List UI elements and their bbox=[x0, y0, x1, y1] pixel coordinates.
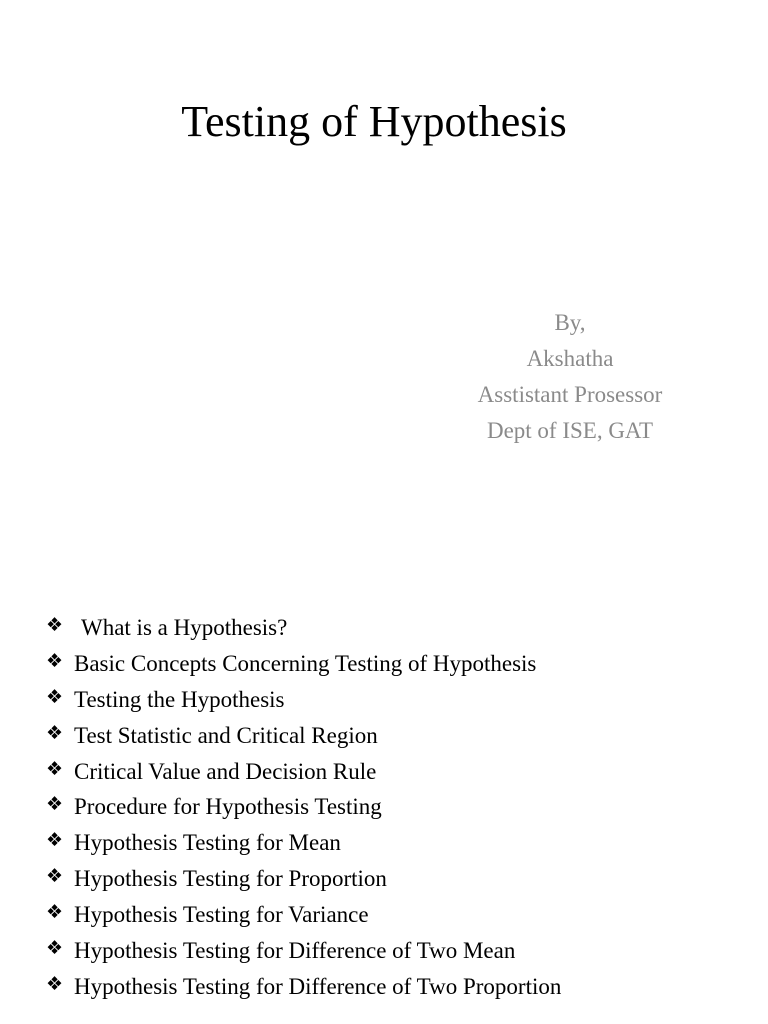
diamond-bullet-icon: ❖ bbox=[46, 721, 64, 744]
topic-text: Hypothesis Testing for Mean bbox=[74, 830, 341, 856]
slide-title: Testing of Hypothesis bbox=[181, 97, 567, 146]
author-designation: Asstistant Prosessor bbox=[477, 382, 663, 407]
list-item bbox=[46, 969, 746, 1005]
diamond-bullet-icon: ❖ bbox=[46, 614, 64, 636]
topic-text: Hypothesis Testing for Difference of Two Mean bbox=[74, 938, 516, 964]
diamond-bullet-icon: ❖ bbox=[46, 757, 64, 780]
topic-text: Hypothesis Testing for Difference of Two Proportion bbox=[74, 973, 562, 999]
diamond-bullet-icon: ❖ bbox=[46, 829, 64, 852]
diamond-bullet-icon: ❖ bbox=[46, 685, 64, 708]
diamond-bullet-icon: ❖ bbox=[46, 649, 64, 672]
topic-text: What is a Hypothesis? bbox=[81, 615, 288, 640]
topic-text: Hypothesis Testing for Variance bbox=[74, 902, 369, 928]
topic-text: Basic Concepts Concerning Testing of Hypothesis bbox=[74, 650, 537, 676]
diamond-bullet-icon: ❖ bbox=[46, 901, 64, 924]
list-item bbox=[46, 861, 746, 897]
topic-text: Procedure for Hypothesis Testing bbox=[74, 794, 382, 820]
list-item bbox=[46, 646, 746, 682]
diamond-bullet-icon: ❖ bbox=[46, 865, 64, 888]
list-item bbox=[46, 933, 746, 969]
list-item bbox=[46, 682, 746, 718]
list-item bbox=[46, 897, 746, 933]
topic-text: Critical Value and Decision Rule bbox=[74, 758, 377, 784]
topic-text: Test Statistic and Critical Region bbox=[74, 722, 378, 748]
author-department: Dept of ISE, GAT bbox=[486, 418, 654, 443]
list-item bbox=[46, 610, 746, 646]
list-item bbox=[46, 825, 746, 861]
author-block bbox=[440, 305, 700, 449]
diamond-bullet-icon: ❖ bbox=[46, 937, 64, 960]
diamond-bullet-icon: ❖ bbox=[46, 793, 64, 816]
diamond-bullet-icon: ❖ bbox=[46, 972, 64, 995]
author-by: By, bbox=[554, 310, 586, 335]
list-item bbox=[46, 789, 746, 825]
list-item bbox=[46, 754, 746, 790]
topic-list bbox=[46, 610, 746, 1005]
topic-text: Hypothesis Testing for Proportion bbox=[74, 866, 387, 892]
author-name: Akshatha bbox=[526, 346, 614, 371]
topic-text: Testing the Hypothesis bbox=[74, 686, 285, 712]
list-item bbox=[46, 718, 746, 754]
